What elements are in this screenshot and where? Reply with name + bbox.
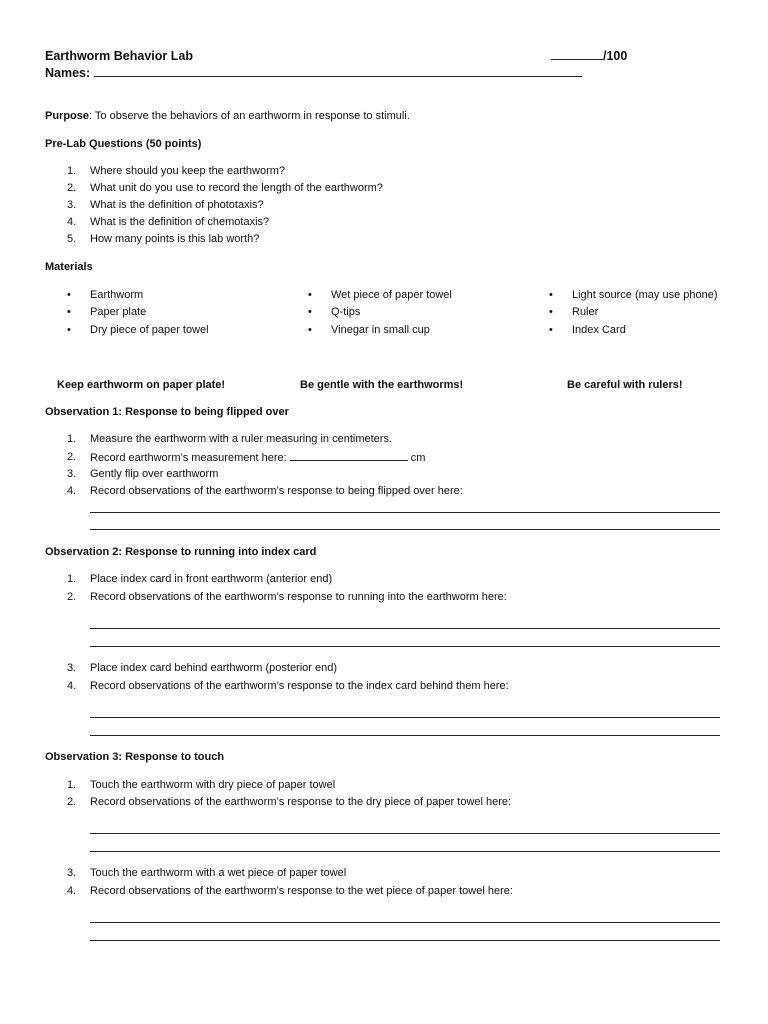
names-blank[interactable] bbox=[94, 66, 582, 77]
answer-line[interactable] bbox=[90, 628, 720, 629]
bullet-icon: • bbox=[549, 289, 553, 301]
obs1-step-measurement bbox=[90, 450, 425, 465]
list-number: 4. bbox=[67, 680, 77, 692]
measurement-unit: cm bbox=[410, 452, 426, 464]
bullet-icon: • bbox=[67, 289, 71, 301]
material-item: Light source (may use phone) bbox=[572, 289, 718, 301]
obs1-step: Measure the earthworm with a ruler measuring in centimeters. bbox=[90, 433, 393, 445]
obs1-step: Record earthworm’s measurement here: bbox=[90, 452, 287, 464]
obs2-heading: Observation 2: Response to running into index card bbox=[45, 546, 317, 558]
list-number: 3. bbox=[67, 199, 77, 211]
bullet-icon: • bbox=[308, 306, 312, 318]
names-label: Names: bbox=[45, 66, 91, 80]
measurement-blank[interactable] bbox=[290, 450, 408, 461]
material-item: Dry piece of paper towel bbox=[90, 324, 209, 336]
list-number: 5. bbox=[67, 233, 77, 245]
reminder-text: Be careful with rulers! bbox=[567, 379, 683, 391]
answer-line[interactable] bbox=[90, 717, 720, 718]
bullet-icon: • bbox=[549, 324, 553, 336]
material-item: Paper plate bbox=[90, 306, 147, 318]
obs2-step: Place index card in front earthworm (anterior end) bbox=[90, 573, 333, 585]
obs3-step: Touch the earthworm with a wet piece of paper towel bbox=[90, 867, 347, 879]
obs1-step: Gently flip over earthworm bbox=[90, 468, 219, 480]
answer-line[interactable] bbox=[90, 735, 720, 736]
material-item: Earthworm bbox=[90, 289, 144, 301]
obs3-step: Touch the earthworm with dry piece of paper towel bbox=[90, 779, 336, 791]
names-field[interactable] bbox=[45, 65, 582, 81]
list-number: 2. bbox=[67, 796, 77, 808]
list-number: 1. bbox=[67, 779, 77, 791]
list-number: 3. bbox=[67, 662, 77, 674]
material-item: Ruler bbox=[572, 306, 599, 318]
list-number: 4. bbox=[67, 885, 77, 897]
bullet-icon: • bbox=[549, 306, 553, 318]
material-item: Q-tips bbox=[331, 306, 361, 318]
answer-line[interactable] bbox=[90, 646, 720, 647]
prelab-heading: Pre-Lab Questions (50 points) bbox=[45, 138, 202, 150]
obs1-step: Record observations of the earthworm’s response to being flipped over here: bbox=[90, 485, 463, 497]
reminder-text: Keep earthworm on paper plate! bbox=[57, 379, 226, 391]
answer-line[interactable] bbox=[90, 512, 720, 513]
material-item: Vinegar in small cup bbox=[331, 324, 430, 336]
list-number: 1. bbox=[67, 433, 77, 445]
list-number: 2. bbox=[67, 591, 77, 603]
reminder-text: Be gentle with the earthworms! bbox=[300, 379, 464, 391]
purpose-statement bbox=[45, 109, 410, 123]
prelab-question: How many points is this lab worth? bbox=[90, 233, 260, 245]
bullet-icon: • bbox=[67, 306, 71, 318]
obs3-heading: Observation 3: Response to touch bbox=[45, 751, 225, 763]
page-title: Earthworm Behavior Lab bbox=[45, 49, 193, 63]
obs2-step: Record observations of the earthworm’s response to the index card behind them here: bbox=[90, 680, 509, 692]
material-item: Index Card bbox=[572, 324, 626, 336]
obs3-step: Record observations of the earthworm’s response to the wet piece of paper towel here: bbox=[90, 885, 513, 897]
score-blank[interactable] bbox=[551, 49, 603, 60]
bullet-icon: • bbox=[308, 324, 312, 336]
list-number: 1. bbox=[67, 165, 77, 177]
prelab-question: What unit do you use to record the length of the earthworm? bbox=[90, 182, 383, 194]
list-number: 2. bbox=[67, 182, 77, 194]
prelab-question: Where should you keep the earthworm? bbox=[90, 165, 286, 177]
answer-line[interactable] bbox=[90, 922, 720, 923]
score-total: /100 bbox=[603, 49, 628, 63]
list-number: 4. bbox=[67, 485, 77, 497]
purpose-text: : To observe the behaviors of an earthworm in response to stimuli. bbox=[89, 110, 410, 122]
answer-line[interactable] bbox=[90, 851, 720, 852]
answer-line[interactable] bbox=[90, 529, 720, 530]
obs1-heading: Observation 1: Response to being flipped over bbox=[45, 406, 289, 418]
score-field[interactable] bbox=[551, 48, 627, 64]
bullet-icon: • bbox=[308, 289, 312, 301]
list-number: 3. bbox=[67, 867, 77, 879]
bullet-icon: • bbox=[67, 324, 71, 336]
answer-line[interactable] bbox=[90, 940, 720, 941]
list-number: 4. bbox=[67, 216, 77, 228]
material-item: Wet piece of paper towel bbox=[331, 289, 452, 301]
obs2-step: Place index card behind earthworm (posterior end) bbox=[90, 662, 338, 674]
answer-line[interactable] bbox=[90, 833, 720, 834]
materials-heading: Materials bbox=[45, 261, 93, 273]
obs3-step: Record observations of the earthworm’s response to the dry piece of paper towel here: bbox=[90, 796, 512, 808]
list-number: 3. bbox=[67, 468, 77, 480]
prelab-question: What is the definition of phototaxis? bbox=[90, 199, 264, 211]
list-number: 2. bbox=[67, 451, 77, 463]
list-number: 1. bbox=[67, 573, 77, 585]
purpose-label: Purpose bbox=[45, 110, 90, 122]
obs2-step: Record observations of the earthworm’s response to running into the earthworm here: bbox=[90, 591, 507, 603]
prelab-question: What is the definition of chemotaxis? bbox=[90, 216, 270, 228]
